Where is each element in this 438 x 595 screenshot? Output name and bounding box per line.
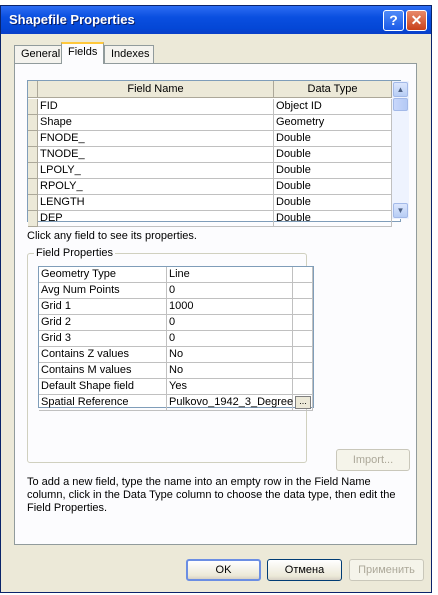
data-type-cell[interactable]: Double [274, 147, 392, 163]
cancel-button[interactable]: Отмена [267, 559, 342, 581]
data-type-cell[interactable]: Double [274, 163, 392, 179]
property-name: Grid 2 [39, 315, 167, 331]
data-type-cell[interactable]: Geometry [274, 115, 392, 131]
property-name: Grid 1 [39, 299, 167, 315]
field-name-cell[interactable]: FNODE_ [38, 131, 274, 147]
property-row[interactable] [39, 363, 313, 379]
property-name: Default Shape field [39, 379, 167, 395]
fields-tab-panel [14, 63, 417, 545]
table-row[interactable] [28, 195, 392, 211]
property-name: Geometry Type [39, 267, 167, 283]
shapefile-properties-dialog [0, 5, 432, 593]
property-value[interactable]: Yes [167, 379, 293, 395]
desktop-background-right [431, 0, 438, 595]
property-value[interactable]: Pulkovo_1942_3_Degree [167, 395, 293, 411]
window-title: Shapefile Properties [9, 12, 135, 27]
data-type-cell[interactable]: Double [274, 131, 392, 147]
help-icon: ? [389, 12, 398, 28]
property-value[interactable]: 0 [167, 331, 293, 347]
property-row[interactable] [39, 331, 313, 347]
property-name: Contains M values [39, 363, 167, 379]
tab-indexes[interactable]: Indexes [104, 45, 154, 63]
property-row[interactable] [39, 315, 313, 331]
property-name: Contains Z values [39, 347, 167, 363]
table-row[interactable] [28, 99, 392, 115]
scroll-up-button[interactable] [393, 82, 408, 97]
field-name-cell[interactable]: LPOLY_ [38, 163, 274, 179]
table-row[interactable] [28, 131, 392, 147]
field-properties-table[interactable] [38, 266, 314, 408]
tab-fields[interactable]: Fields [61, 42, 104, 64]
property-value[interactable]: 0 [167, 315, 293, 331]
table-row[interactable] [28, 179, 392, 195]
property-value[interactable]: 1000 [167, 299, 293, 315]
field-name-cell[interactable]: DEP [38, 211, 274, 227]
data-type-cell[interactable]: Double [274, 179, 392, 195]
fields-table-header [28, 81, 392, 99]
data-type-cell[interactable]: Double [274, 211, 392, 227]
field-name-cell[interactable]: TNODE_ [38, 147, 274, 163]
tab-general[interactable]: General [14, 45, 62, 63]
scroll-down-arrow-icon: ▼ [396, 206, 405, 215]
close-button[interactable] [406, 10, 427, 31]
add-field-instructions: To add a new field, type the name into an empty row in the Field Name column, click in the Data Type column to choose the data type, then edit the Field Properties. [27, 476, 396, 514]
property-value[interactable]: Line [167, 267, 293, 283]
field-name-cell[interactable]: LENGTH [38, 195, 274, 211]
field-name-cell[interactable]: RPOLY_ [38, 179, 274, 195]
import-button[interactable]: Import... [336, 449, 410, 471]
table-row[interactable] [28, 211, 392, 227]
ok-button[interactable]: OK [186, 559, 261, 581]
fields-table[interactable] [27, 80, 405, 224]
data-type-column-header[interactable]: Data Type [274, 81, 392, 98]
property-row[interactable] [39, 379, 313, 395]
property-name: Grid 3 [39, 331, 167, 347]
field-name-cell[interactable]: Shape [38, 115, 274, 131]
fields-table-scrollbar[interactable] [392, 81, 409, 219]
apply-button[interactable]: Применить [349, 559, 424, 581]
property-row[interactable] [39, 395, 313, 411]
table-row[interactable] [28, 115, 392, 131]
property-row[interactable] [39, 283, 313, 299]
scroll-down-button[interactable] [393, 203, 408, 218]
spatial-reference-browse-button[interactable]: ... [295, 396, 311, 409]
property-name: Spatial Reference [39, 395, 167, 411]
close-icon: ✕ [410, 12, 423, 28]
property-row[interactable] [39, 347, 313, 363]
field-properties-legend: Field Properties [36, 247, 114, 259]
property-row[interactable] [39, 299, 313, 315]
property-row[interactable] [39, 267, 313, 283]
property-value[interactable]: No [167, 363, 293, 379]
scroll-up-arrow-icon: ▲ [396, 85, 405, 94]
field-properties-group [27, 247, 307, 463]
help-button[interactable] [383, 10, 404, 31]
title-bar[interactable] [1, 6, 431, 34]
row-selector-header [28, 81, 38, 98]
field-name-column-header[interactable]: Field Name [38, 81, 274, 98]
property-name: Avg Num Points [39, 283, 167, 299]
table-row[interactable] [28, 163, 392, 179]
table-row[interactable] [28, 147, 392, 163]
field-name-cell[interactable]: FID [38, 99, 274, 115]
data-type-cell[interactable]: Object ID [274, 99, 392, 115]
data-type-cell[interactable]: Double [274, 195, 392, 211]
property-value[interactable]: No [167, 347, 293, 363]
click-field-hint: Click any field to see its properties. [27, 230, 197, 242]
scrollbar-thumb[interactable] [393, 98, 408, 111]
property-value[interactable]: 0 [167, 283, 293, 299]
